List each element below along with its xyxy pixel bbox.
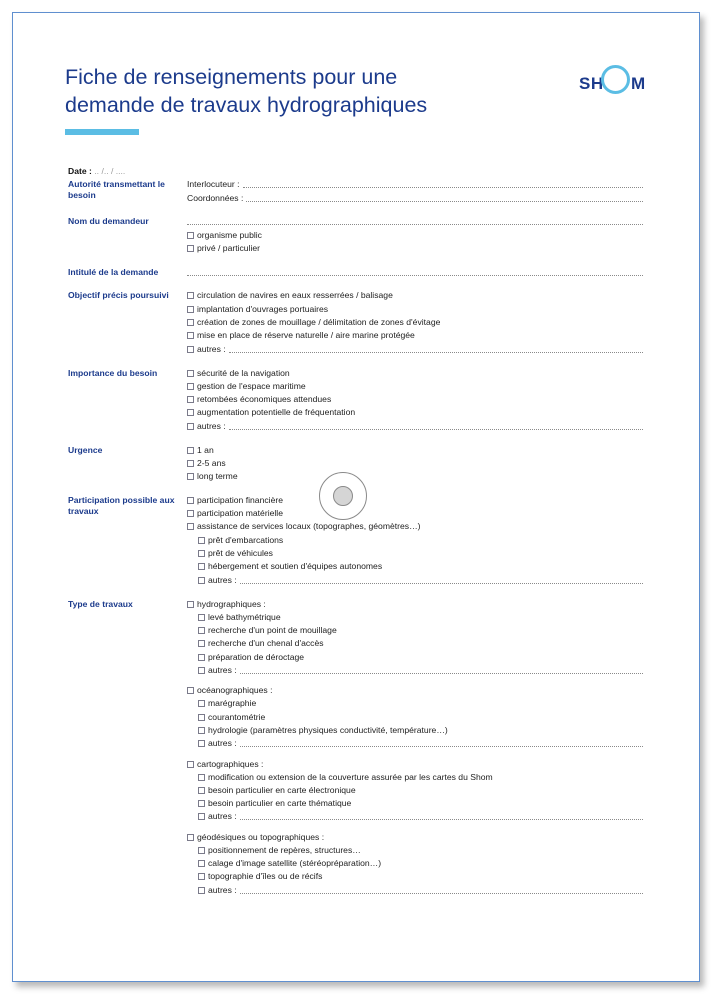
label-importance: Importance du besoin (68, 368, 158, 378)
checkbox-row[interactable] (187, 521, 643, 532)
checkbox-row[interactable] (187, 290, 643, 301)
checkbox-row[interactable] (198, 785, 643, 796)
checkbox[interactable] (198, 577, 205, 584)
checkbox[interactable] (198, 563, 205, 570)
checkbox-row[interactable] (187, 407, 643, 418)
title-line-2: demande de travaux hydrographiques (65, 93, 428, 117)
checkbox[interactable] (198, 654, 205, 661)
checkbox[interactable] (187, 447, 194, 454)
option-label: topographie d'îles ou de récifs (208, 871, 323, 881)
dotted-line (187, 274, 643, 276)
checkbox[interactable] (187, 409, 194, 416)
option-label: océanographiques : (197, 685, 273, 695)
checkbox[interactable] (187, 370, 194, 377)
checkbox[interactable] (187, 346, 194, 353)
option-label: autres : (208, 738, 237, 748)
checkbox[interactable] (187, 319, 194, 326)
interlocuteur-label: Interlocuteur : (187, 179, 240, 189)
checkbox-row[interactable] (198, 652, 643, 663)
checkbox-row[interactable] (198, 871, 643, 882)
logo-right-text: M (631, 74, 646, 93)
checkbox-row[interactable] (187, 368, 643, 379)
option-label: courantométrie (208, 712, 266, 722)
option-label: gestion de l'espace maritime (197, 381, 306, 391)
checkbox[interactable] (198, 714, 205, 721)
checkbox-row[interactable] (198, 548, 643, 559)
checkbox[interactable] (187, 292, 194, 299)
label-autorite: Autorité transmettant le besoin (68, 179, 165, 200)
dotted-line (240, 582, 643, 584)
checkbox[interactable] (187, 396, 194, 403)
option-label: hébergement et soutien d'équipes autonomes (208, 561, 383, 571)
nom-field[interactable] (187, 216, 643, 227)
checkbox[interactable] (198, 537, 205, 544)
checkbox[interactable] (187, 460, 194, 467)
checkbox[interactable] (187, 497, 194, 504)
option-label: besoin particulier en carte thématique (208, 798, 352, 808)
option-label: prêt de véhicules (208, 548, 273, 558)
checkbox[interactable] (198, 847, 205, 854)
option-label: retombées économiques attendues (197, 394, 332, 404)
checkbox-row[interactable] (187, 471, 643, 482)
option-label: marégraphie (208, 698, 257, 708)
dotted-line (229, 351, 643, 353)
option-label: recherche d'un chenal d'accès (208, 638, 324, 648)
checkbox-row[interactable] (187, 330, 643, 341)
checkbox-row[interactable] (198, 725, 643, 736)
checkbox-row[interactable] (198, 798, 643, 809)
option-label: hydrographiques : (197, 599, 266, 609)
label-participation: Participation possible aux travaux (68, 495, 175, 516)
checkbox-row-other[interactable] (198, 811, 643, 822)
option-label: géodésiques ou topographiques : (197, 832, 325, 842)
date-field[interactable] (68, 166, 125, 177)
option-label: autres : (208, 665, 237, 675)
option-label: positionnement de repères, structures… (208, 845, 361, 855)
option-label: prêt d'embarcations (208, 535, 284, 545)
checkbox[interactable] (187, 834, 194, 841)
option-label: augmentation potentielle de fréquentation (197, 407, 356, 417)
option-label: autres : (208, 885, 237, 895)
checkbox-row[interactable] (187, 381, 643, 392)
checkbox[interactable] (187, 687, 194, 694)
option-label: participation matérielle (197, 508, 283, 518)
dotted-line (240, 672, 643, 674)
checkbox-row[interactable] (187, 304, 643, 315)
checkbox[interactable] (187, 601, 194, 608)
checkbox[interactable] (198, 800, 205, 807)
label-urgence: Urgence (68, 445, 103, 455)
checkbox[interactable] (187, 232, 194, 239)
checkbox-row[interactable] (198, 858, 643, 869)
checkbox[interactable] (187, 761, 194, 768)
checkbox[interactable] (187, 383, 194, 390)
option-label: implantation d'ouvrages portuaires (197, 304, 329, 314)
label-intitule: Intitulé de la demande (68, 267, 159, 277)
date-label: Date : (68, 166, 92, 176)
label-nom-demandeur: Nom du demandeur (68, 216, 149, 226)
checkbox-row[interactable] (198, 535, 643, 546)
checkbox-row[interactable] (187, 458, 643, 469)
checkbox[interactable] (187, 423, 194, 430)
intitule-field[interactable] (187, 267, 643, 278)
option-label: création de zones de mouillage / délimitation de zones d'évitage (197, 317, 441, 327)
checkbox-row[interactable] (187, 495, 643, 506)
checkbox-row[interactable] (187, 832, 643, 843)
checkbox-row[interactable] (198, 625, 643, 636)
touch-cursor-icon (319, 472, 367, 520)
checkbox-row[interactable] (187, 685, 643, 696)
checkbox[interactable] (187, 473, 194, 480)
checkbox[interactable] (198, 813, 205, 820)
checkbox-row[interactable] (198, 612, 643, 623)
checkbox-row[interactable] (198, 638, 643, 649)
option-label: organisme public (197, 230, 262, 240)
dotted-line (243, 186, 643, 188)
checkbox[interactable] (198, 740, 205, 747)
coordonnees-field[interactable] (187, 193, 643, 204)
checkbox-row[interactable] (187, 759, 643, 770)
checkbox[interactable] (198, 614, 205, 621)
checkbox-row[interactable] (187, 317, 643, 328)
checkbox[interactable] (187, 332, 194, 339)
title-line-1: Fiche de renseignements pour une (65, 65, 398, 89)
option-label: préparation de déroctage (208, 652, 305, 662)
checkbox[interactable] (198, 887, 205, 894)
dotted-line (187, 223, 643, 225)
option-label: 2-5 ans (197, 458, 226, 468)
option-label: long terme (197, 471, 238, 481)
checkbox[interactable] (198, 667, 205, 674)
option-label: besoin particulier en carte électronique (208, 785, 356, 795)
checkbox-row-other[interactable] (198, 738, 643, 749)
option-label: calage d'image satellite (stéréopréparation…) (208, 858, 382, 868)
checkbox-row-other[interactable] (198, 665, 643, 676)
dotted-line (240, 745, 643, 747)
option-label: autres : (197, 421, 226, 431)
dotted-line (240, 892, 643, 894)
dotted-line (246, 200, 643, 202)
option-label: autres : (208, 811, 237, 821)
checkbox-row-other[interactable] (187, 421, 643, 432)
option-label: cartographiques : (197, 759, 264, 769)
checkbox[interactable] (187, 306, 194, 313)
checkbox-row[interactable] (198, 561, 643, 572)
checkbox[interactable] (198, 727, 205, 734)
checkbox[interactable] (198, 774, 205, 781)
checkbox[interactable] (198, 860, 205, 867)
checkbox[interactable] (198, 640, 205, 647)
checkbox[interactable] (198, 627, 205, 634)
checkbox-row[interactable] (187, 394, 643, 405)
option-label: autres : (208, 575, 237, 585)
checkbox[interactable] (198, 873, 205, 880)
dotted-line (240, 818, 643, 820)
coordonnees-label: Coordonnées : (187, 193, 244, 203)
option-label: hydrologie (paramètres physiques conductivité, température…) (208, 725, 448, 735)
checkbox-row[interactable] (187, 243, 643, 254)
checkbox[interactable] (198, 550, 205, 557)
checkbox[interactable] (198, 700, 205, 707)
checkbox-row[interactable] (187, 445, 643, 456)
option-label: modification ou extension de la couverture assurée par les cartes du Shom (208, 772, 493, 782)
checkbox[interactable] (198, 787, 205, 794)
checkbox-row-other[interactable] (187, 344, 643, 355)
label-objectif: Objectif précis poursuivi (68, 290, 169, 300)
checkbox-row[interactable] (198, 698, 643, 709)
dotted-line (229, 428, 643, 430)
checkbox-row[interactable] (198, 845, 643, 856)
checkbox-row[interactable] (187, 599, 643, 610)
interlocuteur-field[interactable] (187, 179, 643, 190)
touch-cursor-center (333, 486, 353, 506)
option-label: mise en place de réserve naturelle / aire marine protégée (197, 330, 415, 340)
checkbox[interactable] (187, 523, 194, 530)
option-label: autres : (197, 344, 226, 354)
checkbox-row[interactable] (187, 508, 643, 519)
date-placeholder: .. /.. / .... (94, 166, 126, 176)
label-type-travaux: Type de travaux (68, 599, 133, 609)
option-label: circulation de navires en eaux resserrées / balisage (197, 290, 393, 300)
option-label: privé / particulier (197, 243, 261, 253)
checkbox-row-other[interactable] (198, 575, 643, 586)
option-label: 1 an (197, 445, 214, 455)
option-label: recherche d'un point de mouillage (208, 625, 337, 635)
option-label: sécurité de la navigation (197, 368, 290, 378)
checkbox-row[interactable] (198, 712, 643, 723)
option-label: assistance de services locaux (topographes, géomètres…) (197, 521, 421, 531)
checkbox-row[interactable] (187, 230, 643, 241)
checkbox-row[interactable] (198, 772, 643, 783)
checkbox[interactable] (187, 245, 194, 252)
checkbox[interactable] (187, 510, 194, 517)
checkbox-row-other[interactable] (198, 885, 643, 896)
option-label: participation financière (197, 495, 283, 505)
logo-left-text: SH (579, 74, 604, 93)
option-label: levé bathymétrique (208, 612, 281, 622)
